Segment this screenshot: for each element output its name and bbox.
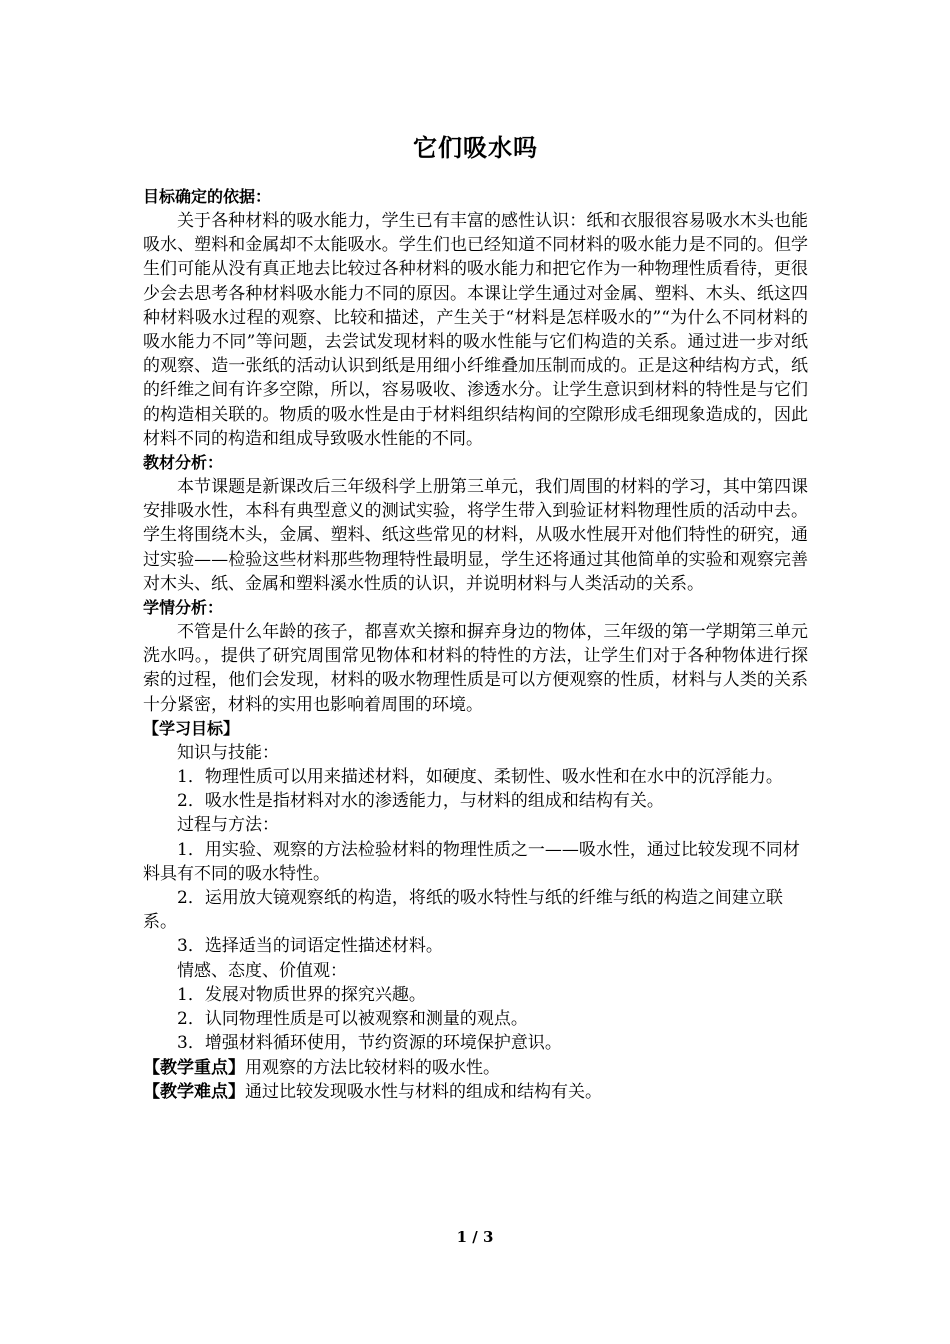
key-point-line	[143, 1056, 808, 1080]
list-item: 2．认同物理性质是可以被观察和测量的观点。	[177, 1009, 528, 1030]
list-item: 1．用实验、观察的方法检验材料的物理性质之一——吸水性，通过比较发现不同材料具有不同的吸水特性。	[143, 839, 800, 884]
page-number: 1 / 3	[456, 1228, 494, 1246]
list-item: 2．吸水性是指材料对水的渗透能力，与材料的组成和结构有关。	[177, 791, 664, 812]
subheading-knowledge: 知识与技能：	[177, 742, 279, 763]
section-heading-objectives: 【学习目标】	[143, 718, 240, 738]
section-heading-students: 学情分析：	[143, 598, 224, 618]
list-item: 3．增强材料循环使用，节约资源的环境保护意识。	[177, 1033, 562, 1054]
list-item: 3．选择适当的词语定性描述材料。	[177, 936, 443, 957]
section-heading-basis: 目标确定的依据：	[143, 187, 272, 206]
subheading-emotion: 情感、态度、价值观：	[177, 960, 347, 981]
paragraph-textbook: 本节课题是新课改后三年级科学上册第三单元，我们周围的材料的学习，其中第四课安排吸水性，本科有典型意义的测试实验，将学生带入到验证材料物理性质的活动中去。学生将围绕木头，金属、塑料、纸这些常见的材料，从吸水性展开对他们特性的研究，通过实验——检验这些材料那些物理特性最明显，学生还将通过其他简单的实验和观察完善对木头、纸、金属和塑料溪水性质的认识，并说明材料与人类活动的关系。	[143, 477, 808, 594]
list-item: 1．发展对物质世界的探究兴趣。	[177, 984, 426, 1005]
document-page	[143, 128, 808, 1104]
list-item: 1．物理性质可以用来描述材料，如硬度、柔韧性、吸水性和在水中的沉浮能力。	[177, 767, 783, 788]
list-item: 2．运用放大镜观察纸的构造，将纸的吸水特性与纸的纤维与纸的构造之间建立联系。	[143, 888, 783, 933]
difficulty-line	[143, 1080, 808, 1104]
paragraph-basis: 关于各种材料的吸水能力，学生已有丰富的感性认识：纸和衣服很容易吸水木头也能吸水、塑料和金属却不太能吸水。学生们也已经知道不同材料的吸水能力是不同的。但学生们可能从没有真正地去比较过各种材料的吸水能力和把它作为一种物理性质看待，更很少会去思考各种材料吸水能力不同的原因。本课让学生通过对金属、塑料、木头、纸这四种材料吸水过程的观察、比较和描述，产生关于“材料是怎样吸水的”“为什么不同材料的吸水能力不同”等问题，去尝试发现材料的吸水性能与它们构造的关系。通过进一步对纸的观察、造一张纸的活动认识到纸是用细小纤维叠加压制而成的。正是这种结构方式，纸的纤维之间有许多空隙，所以，容易吸收、渗透水分。让学生意识到材料的特性是与它们的构造相关联的。物质的吸水性是由于材料组织结构间的空隙形成毛细现象造成的，因此材料不同的构造和组成导致吸水性能的不同。	[143, 211, 808, 449]
paragraph-students: 不管是什么年龄的孩子，都喜欢关擦和摒弃身边的物体，三年级的第一学期第三单元洗水吗。，提供了研究周围常见物体和材料的特性的方法，让学生们对于各种物体进行探索的过程，他们会发现，材料的吸水物理性质是可以方便观察的性质，材料与人类的关系十分紧密，材料的实用也影响着周围的环境。	[143, 622, 808, 715]
difficulty-text: 通过比较发现吸水性与材料的组成和结构有关。	[245, 1081, 602, 1102]
key-point-label: 【教学重点】	[143, 1057, 245, 1078]
section-heading-textbook: 教材分析：	[143, 453, 224, 473]
document-title: 它们吸水吗	[413, 133, 538, 162]
difficulty-label: 【教学难点】	[143, 1081, 245, 1102]
key-point-text: 用观察的方法比较材料的吸水性。	[245, 1057, 500, 1078]
subheading-process: 过程与方法：	[177, 815, 279, 836]
